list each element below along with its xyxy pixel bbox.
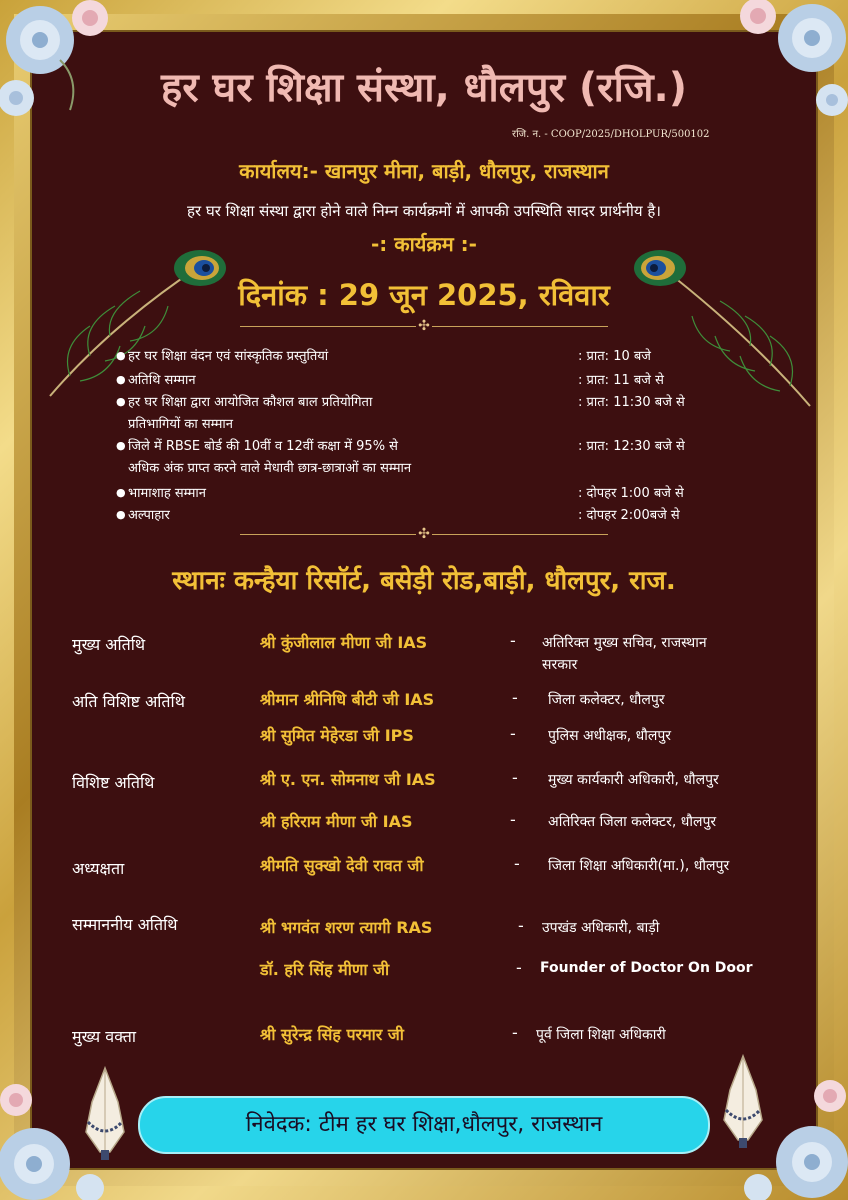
guest-designation: अतिरिक्त जिला कलेक्टर, धौलपुर [548, 814, 717, 830]
programme-label-continued: प्रतिभागियों का सम्मान [128, 417, 233, 432]
programme-time: : प्रात: 11 बजे से [578, 373, 664, 388]
programme-heading: -: कार्यक्रम :- [371, 232, 477, 256]
footer-requester: निवेदक: टीम हर घर शिक्षा,धौलपुर, राजस्थान [138, 1096, 710, 1154]
programme-label: भामाशाह सम्मान [128, 486, 206, 501]
divider-bottom [240, 526, 608, 542]
guest-role: अति विशिष्ट अतिथि [72, 692, 185, 711]
bullet-icon: ● [116, 395, 126, 408]
separator-dash: - [510, 810, 516, 829]
guest-name: श्री ए. एन. सोमनाथ जी IAS [260, 770, 436, 789]
guest-role: मुख्य वक्ता [72, 1027, 137, 1046]
separator-dash: - [510, 724, 516, 743]
programme-time: : दोपहर 1:00 बजे से [578, 486, 684, 501]
guest-name: श्री भगवंत शरण त्यागी RAS [260, 918, 433, 937]
guest-role: विशिष्ट अतिथि [72, 773, 155, 792]
divider-top [240, 318, 608, 334]
separator-dash: - [514, 854, 520, 873]
event-date: दिनांक : 29 जून 2025, रविवार [238, 278, 610, 312]
guest-designation-continued: सरकार [542, 657, 578, 673]
guest-designation: पुलिस अधीक्षक, धौलपुर [548, 728, 672, 744]
divider-ornament-icon: ✣ [416, 526, 432, 542]
programme-label: हर घर शिक्षा द्वारा आयोजित कौशल बाल प्रतियोगिता [128, 395, 373, 410]
namaste-hands-left-icon [70, 1062, 140, 1162]
invitation-text: हर घर शिक्षा संस्था द्वारा होने वाले निम्न कार्यक्रमों में आपकी उपस्थिति सादर प्रार्थनीय है। [187, 202, 661, 220]
registration-number: रजि. न. - COOP/2025/DHOLPUR/500102 [512, 129, 710, 140]
programme-label: हर घर शिक्षा वंदन एवं सांस्कृतिक प्रस्तुतियां [128, 349, 329, 364]
guest-name: श्रीमति सुक्खो देवी रावत जी [260, 856, 424, 875]
programme-label: अतिथि सम्मान [128, 373, 196, 388]
guest-designation: उपखंड अधिकारी, बाड़ी [542, 920, 660, 936]
guest-name: श्री सुरेन्द्र सिंह परमार जी [260, 1025, 404, 1044]
guest-role: अध्यक्षता [72, 859, 125, 878]
peacock-feather-right-icon [630, 236, 820, 416]
organization-title: हर घर शिक्षा संस्था, धौलपुर (रजि.) [160, 65, 688, 111]
programme-time: : प्रात: 10 बजे [578, 349, 651, 364]
separator-dash: - [518, 916, 524, 935]
bullet-icon: ● [116, 486, 126, 499]
separator-dash: - [510, 631, 516, 650]
guest-name: श्री सुमित मेहेरडा जी IPS [260, 726, 414, 745]
guest-name: श्री कुंजीलाल मीणा जी IAS [260, 633, 428, 652]
guest-name: डॉ. हरि सिंह मीणा जी [260, 960, 390, 979]
bullet-icon: ● [116, 508, 126, 521]
guest-designation: Founder of Doctor On Door [540, 960, 753, 976]
bullet-icon: ● [116, 373, 126, 386]
separator-dash: - [512, 688, 518, 707]
separator-dash: - [512, 1023, 518, 1042]
bullet-icon: ● [116, 349, 126, 362]
venue: स्थानः कन्हैया रिसॉर्ट, बसेड़ी रोड,बाड़ी, धौलपुर, राज. [172, 566, 676, 596]
bullet-icon: ● [116, 439, 126, 452]
guest-designation: जिला कलेक्टर, धौलपुर [548, 692, 665, 708]
guest-name: श्री हरिराम मीणा जी IAS [260, 812, 413, 831]
divider-ornament-icon: ✣ [416, 318, 432, 334]
programme-label-continued: अधिक अंक प्राप्त करने वाले मेधावी छात्र-छात्राओं का सम्मान [128, 461, 412, 476]
office-address: कार्यालय:- खानपुर मीना, बाड़ी, धौलपुर, राजस्थान [239, 159, 609, 183]
separator-dash: - [512, 768, 518, 787]
guest-name: श्रीमान श्रीनिधि बीटी जी IAS [260, 690, 435, 709]
guest-designation: जिला शिक्षा अधिकारी(मा.), धौलपुर [548, 858, 730, 874]
programme-time: : प्रात: 12:30 बजे से [578, 439, 685, 454]
guest-role: सम्माननीय अतिथि [72, 915, 178, 934]
guest-designation: पूर्व जिला शिक्षा अधिकारी [536, 1027, 666, 1043]
guest-role: मुख्य अतिथि [72, 635, 146, 654]
programme-time: : प्रात: 11:30 बजे से [578, 395, 685, 410]
namaste-hands-right-icon [708, 1050, 778, 1150]
programme-label: अल्पाहार [128, 508, 170, 523]
guest-designation: मुख्य कार्यकारी अधिकारी, धौलपुर [548, 772, 719, 788]
separator-dash: - [516, 958, 522, 977]
guest-designation: अतिरिक्त मुख्य सचिव, राजस्थान [542, 635, 707, 651]
programme-time: : दोपहर 2:00बजे से [578, 508, 680, 523]
programme-label: जिले में RBSE बोर्ड की 10वीं व 12वीं कक्षा में 95% से [128, 439, 398, 454]
